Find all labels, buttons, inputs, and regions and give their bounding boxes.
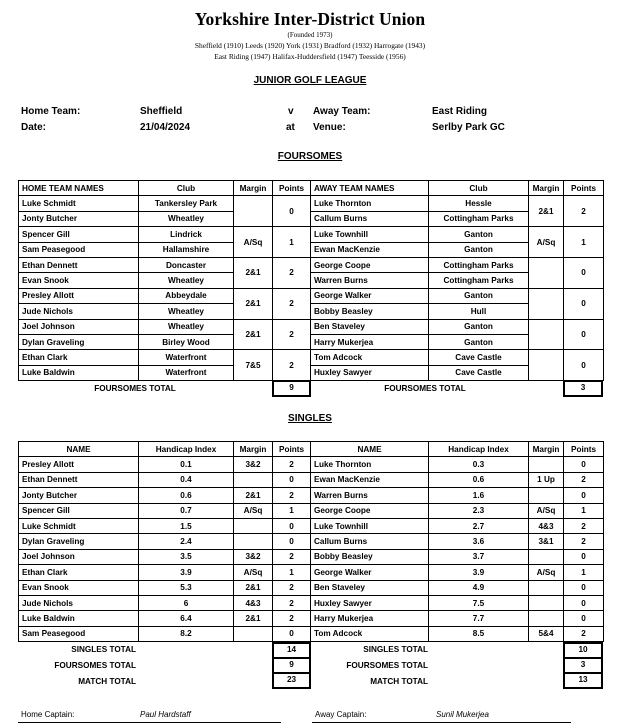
home-player-name: Sam Peasegood — [19, 242, 139, 257]
away-player-club: Cottingham Parks — [429, 257, 529, 272]
header-away-margin: Margin — [529, 181, 564, 196]
venue-value: Serlby Park GC — [432, 122, 505, 133]
singles-row — [19, 626, 604, 641]
home-player-name: Ethan Dennett — [19, 257, 139, 272]
away-margin: 5&4 — [529, 626, 564, 641]
away-margin — [529, 457, 564, 472]
home-captain-label: Home Captain: — [21, 710, 75, 719]
away-player-name: Ewan MacKenzie — [311, 472, 429, 487]
away-singles-total-label: SINGLES TOTAL — [363, 645, 428, 654]
away-pair-margin: 2&1 — [529, 196, 564, 227]
singles-row — [19, 595, 604, 610]
away-points: 0 — [564, 595, 604, 610]
away-handicap-index: 0.3 — [429, 457, 529, 472]
home-player-name: Jude Nichols — [19, 595, 139, 610]
away-points: 1 — [564, 565, 604, 580]
home-points: 1 — [273, 565, 311, 580]
singles-table — [18, 441, 604, 642]
home-pair-points: 2 — [273, 319, 311, 350]
away-player-name: Ben Staveley — [311, 319, 429, 334]
home-player-name: Presley Allott — [19, 288, 139, 303]
away-player-name: George Walker — [311, 288, 429, 303]
home-player-club: Abbeydale — [139, 288, 234, 303]
foursomes-table — [18, 180, 604, 381]
home-handicap-index: 0.7 — [139, 503, 234, 518]
home-player-name: Spencer Gill — [19, 503, 139, 518]
foursomes-header-row — [19, 181, 604, 196]
home-margin: 3&2 — [234, 457, 273, 472]
away-player-name: Ewan MacKenzie — [311, 242, 429, 257]
away-pair-points: 2 — [564, 196, 604, 227]
away-margin — [529, 595, 564, 610]
away-points: 2 — [564, 472, 604, 487]
home-player-club: Doncaster — [139, 257, 234, 272]
away-margin: A/Sq — [529, 503, 564, 518]
at-label: at — [286, 122, 295, 133]
away-player-club: Ganton — [429, 334, 529, 349]
home-points: 1 — [273, 503, 311, 518]
home-player-club: Lindrick — [139, 227, 234, 242]
home-player-name: Jonty Butcher — [19, 211, 139, 226]
away-player-name: Bobby Beasley — [311, 549, 429, 564]
home-player-name: Luke Baldwin — [19, 611, 139, 626]
home-margin: 2&1 — [234, 580, 273, 595]
away-pair-points: 0 — [564, 350, 604, 381]
date-label: Date: — [21, 122, 47, 133]
home-handicap-index: 3.9 — [139, 565, 234, 580]
home-margin: 2&1 — [234, 488, 273, 503]
away-margin: A/Sq — [529, 565, 564, 580]
away-player-name: George Coope — [311, 257, 429, 272]
home-player-name: Joel Johnson — [19, 319, 139, 334]
header-home-team-names: HOME TEAM NAMES — [19, 181, 139, 196]
foursomes-row — [19, 304, 604, 319]
home-handicap-index: 6.4 — [139, 611, 234, 626]
singles-row — [19, 565, 604, 580]
home-player-name: Joel Johnson — [19, 549, 139, 564]
home-points: 2 — [273, 457, 311, 472]
home-captain-name: Paul Hardstaff — [140, 710, 191, 719]
home-handicap-index: 0.6 — [139, 488, 234, 503]
away-margin — [529, 580, 564, 595]
away-player-club: Cottingham Parks — [429, 273, 529, 288]
foursomes-row — [19, 227, 604, 242]
away-pair-points: 0 — [564, 288, 604, 319]
away-player-name: Huxley Sawyer — [311, 365, 429, 380]
home-player-name: Jonty Butcher — [19, 488, 139, 503]
away-handicap-index: 2.3 — [429, 503, 529, 518]
versus-label: v — [288, 106, 294, 117]
away-player-club: Cave Castle — [429, 365, 529, 380]
singles-row — [19, 580, 604, 595]
home-foursomes-total-label-2: FOURSOMES TOTAL — [54, 661, 136, 670]
away-player-club: Hull — [429, 304, 529, 319]
away-player-club: Cave Castle — [429, 350, 529, 365]
away-handicap-index: 7.5 — [429, 595, 529, 610]
away-handicap-index: 2.7 — [429, 518, 529, 533]
home-player-name: Presley Allott — [19, 457, 139, 472]
date-value: 21/04/2024 — [140, 122, 191, 133]
foursomes-row — [19, 211, 604, 226]
venue-label: Venue: — [313, 122, 346, 133]
districts-line-2: East Riding (1947) Halifax-Huddersfield (1947) Teesside (1956) — [214, 52, 406, 61]
home-points: 2 — [273, 595, 311, 610]
header-home-handicap: Handicap Index — [139, 442, 234, 457]
away-margin — [529, 488, 564, 503]
away-pair-margin — [529, 288, 564, 319]
home-points: 0 — [273, 534, 311, 549]
home-foursomes-total-2: 9 — [272, 657, 311, 674]
away-player-name: Bobby Beasley — [311, 304, 429, 319]
away-points: 0 — [564, 457, 604, 472]
home-player-name: Ethan Dennett — [19, 472, 139, 487]
foursomes-row — [19, 350, 604, 365]
away-handicap-index: 1.6 — [429, 488, 529, 503]
home-player-club: Tankersley Park — [139, 196, 234, 211]
home-singles-total: 14 — [272, 642, 311, 659]
away-points: 1 — [564, 503, 604, 518]
singles-row — [19, 534, 604, 549]
away-player-club: Ganton — [429, 288, 529, 303]
away-singles-total: 10 — [563, 642, 603, 659]
away-points: 0 — [564, 549, 604, 564]
singles-title: SINGLES — [288, 413, 332, 424]
home-match-total-label: MATCH TOTAL — [78, 677, 136, 686]
header-away-club: Club — [429, 181, 529, 196]
union-title: Yorkshire Inter-District Union — [194, 9, 426, 29]
home-handicap-index: 6 — [139, 595, 234, 610]
home-player-club: Hallamshire — [139, 242, 234, 257]
away-player-name: Tom Adcock — [311, 626, 429, 641]
home-player-club: Waterfront — [139, 365, 234, 380]
away-player-name: Tom Adcock — [311, 350, 429, 365]
away-player-name: Callum Burns — [311, 534, 429, 549]
home-handicap-index: 8.2 — [139, 626, 234, 641]
away-pair-margin: A/Sq — [529, 227, 564, 258]
away-margin — [529, 611, 564, 626]
header-home-points: Points — [273, 181, 311, 196]
header-home-club: Club — [139, 181, 234, 196]
singles-row — [19, 549, 604, 564]
header-home-margin: Margin — [234, 181, 273, 196]
home-player-name: Sam Peasegood — [19, 626, 139, 641]
singles-row — [19, 518, 604, 533]
header-away-points: Points — [564, 442, 604, 457]
away-pair-points: 0 — [564, 257, 604, 288]
away-player-club: Ganton — [429, 242, 529, 257]
away-player-club: Hessle — [429, 196, 529, 211]
home-captain-signature-line — [18, 722, 281, 723]
away-player-name: George Coope — [311, 503, 429, 518]
home-handicap-index: 5.3 — [139, 580, 234, 595]
away-player-club: Cottingham Parks — [429, 211, 529, 226]
away-captain-label: Away Captain: — [315, 710, 367, 719]
home-player-name: Luke Schmidt — [19, 518, 139, 533]
foursomes-row — [19, 242, 604, 257]
away-handicap-index: 3.9 — [429, 565, 529, 580]
away-player-name: Warren Burns — [311, 273, 429, 288]
home-margin: A/Sq — [234, 503, 273, 518]
away-handicap-index: 7.7 — [429, 611, 529, 626]
foursomes-title: FOURSOMES — [277, 151, 343, 162]
away-captain-signature-line — [312, 722, 571, 723]
away-points: 2 — [564, 626, 604, 641]
home-points: 0 — [273, 518, 311, 533]
home-pair-points: 0 — [273, 196, 311, 227]
away-player-name: Huxley Sawyer — [311, 595, 429, 610]
header-away-team-names: AWAY TEAM NAMES — [311, 181, 429, 196]
away-foursomes-total-label: FOURSOMES TOTAL — [384, 384, 466, 393]
singles-header-row — [19, 442, 604, 457]
foursomes-row — [19, 319, 604, 334]
header-away-name: NAME — [311, 442, 429, 457]
header-away-margin: Margin — [529, 442, 564, 457]
header-home-name: NAME — [19, 442, 139, 457]
home-player-name: Evan Snook — [19, 273, 139, 288]
home-player-name: Luke Baldwin — [19, 365, 139, 380]
home-player-name: Dylan Graveling — [19, 534, 139, 549]
singles-row — [19, 611, 604, 626]
away-captain-name: Sunil Mukerjea — [436, 710, 489, 719]
header-home-margin: Margin — [234, 442, 273, 457]
away-foursomes-total: 3 — [563, 380, 603, 397]
away-player-name: Callum Burns — [311, 211, 429, 226]
away-player-club: Ganton — [429, 319, 529, 334]
home-player-name: Luke Schmidt — [19, 196, 139, 211]
away-match-total: 13 — [563, 672, 603, 689]
home-points: 2 — [273, 580, 311, 595]
home-player-club: Wheatley — [139, 211, 234, 226]
away-margin: 4&3 — [529, 518, 564, 533]
home-pair-margin: 7&5 — [234, 350, 273, 381]
foursomes-row — [19, 334, 604, 349]
home-player-name: Jude Nichols — [19, 304, 139, 319]
home-match-total: 23 — [272, 672, 311, 689]
away-player-name: Ben Staveley — [311, 580, 429, 595]
home-margin — [234, 626, 273, 641]
home-pair-points: 2 — [273, 257, 311, 288]
away-points: 0 — [564, 611, 604, 626]
districts-line-1: Sheffield (1910) Leeds (1920) York (1931) Bradford (1932) Harrogate (1943) — [194, 41, 426, 50]
home-margin: 2&1 — [234, 611, 273, 626]
away-points: 2 — [564, 534, 604, 549]
home-margin — [234, 518, 273, 533]
home-pair-margin: A/Sq — [234, 227, 273, 258]
away-pair-points: 1 — [564, 227, 604, 258]
home-margin — [234, 472, 273, 487]
away-team-value: East Riding — [432, 106, 488, 117]
home-handicap-index: 0.4 — [139, 472, 234, 487]
away-points: 0 — [564, 488, 604, 503]
home-pair-margin: 2&1 — [234, 319, 273, 350]
away-player-club: Ganton — [429, 227, 529, 242]
away-handicap-index: 8.5 — [429, 626, 529, 641]
home-pair-points: 2 — [273, 288, 311, 319]
away-handicap-index: 3.6 — [429, 534, 529, 549]
away-handicap-index: 4.9 — [429, 580, 529, 595]
away-player-name: Luke Townhill — [311, 227, 429, 242]
home-player-name: Dylan Graveling — [19, 334, 139, 349]
home-points: 0 — [273, 472, 311, 487]
home-handicap-index: 0.1 — [139, 457, 234, 472]
foursomes-row — [19, 273, 604, 288]
away-margin: 1 Up — [529, 472, 564, 487]
away-player-name: Luke Thornton — [311, 457, 429, 472]
foursomes-row — [19, 196, 604, 211]
home-player-club: Wheatley — [139, 319, 234, 334]
home-pair-points: 1 — [273, 227, 311, 258]
away-team-label: Away Team: — [313, 106, 371, 117]
foursomes-row — [19, 257, 604, 272]
home-points: 2 — [273, 488, 311, 503]
away-player-name: George Walker — [311, 565, 429, 580]
singles-row — [19, 457, 604, 472]
away-margin — [529, 549, 564, 564]
home-player-name: Evan Snook — [19, 580, 139, 595]
home-player-name: Ethan Clark — [19, 350, 139, 365]
home-player-club: Wheatley — [139, 304, 234, 319]
away-player-name: Harry Mukerjea — [311, 334, 429, 349]
away-player-name: Warren Burns — [311, 488, 429, 503]
founded-note: (Founded 1973) — [287, 31, 333, 39]
home-margin: 3&2 — [234, 549, 273, 564]
home-pair-points: 2 — [273, 350, 311, 381]
home-pair-margin — [234, 196, 273, 227]
home-player-club: Birley Wood — [139, 334, 234, 349]
away-points: 0 — [564, 580, 604, 595]
home-margin: A/Sq — [234, 565, 273, 580]
foursomes-row — [19, 288, 604, 303]
home-margin — [234, 534, 273, 549]
home-player-name: Spencer Gill — [19, 227, 139, 242]
away-pair-margin — [529, 350, 564, 381]
home-points: 2 — [273, 611, 311, 626]
home-pair-margin: 2&1 — [234, 257, 273, 288]
away-foursomes-total-label-2: FOURSOMES TOTAL — [346, 661, 428, 670]
home-points: 0 — [273, 626, 311, 641]
header-away-points: Points — [564, 181, 604, 196]
header-away-handicap: Handicap Index — [429, 442, 529, 457]
home-handicap-index: 1.5 — [139, 518, 234, 533]
away-pair-points: 0 — [564, 319, 604, 350]
header-home-points: Points — [273, 442, 311, 457]
foursomes-row — [19, 365, 604, 380]
away-pair-margin — [529, 257, 564, 288]
away-player-name: Harry Mukerjea — [311, 611, 429, 626]
home-points: 2 — [273, 549, 311, 564]
home-player-club: Wheatley — [139, 273, 234, 288]
singles-row — [19, 472, 604, 487]
singles-row — [19, 503, 604, 518]
home-handicap-index: 2.4 — [139, 534, 234, 549]
home-foursomes-total-label: FOURSOMES TOTAL — [94, 384, 176, 393]
away-margin: 3&1 — [529, 534, 564, 549]
league-title: JUNIOR GOLF LEAGUE — [253, 75, 367, 86]
home-player-club: Waterfront — [139, 350, 234, 365]
away-foursomes-total-2: 3 — [563, 657, 603, 674]
away-handicap-index: 0.6 — [429, 472, 529, 487]
home-player-name: Ethan Clark — [19, 565, 139, 580]
singles-row — [19, 488, 604, 503]
away-match-total-label: MATCH TOTAL — [370, 677, 428, 686]
home-team-value: Sheffield — [140, 106, 183, 117]
home-handicap-index: 3.5 — [139, 549, 234, 564]
home-margin: 4&3 — [234, 595, 273, 610]
home-singles-total-label: SINGLES TOTAL — [71, 645, 136, 654]
away-player-name: Luke Thornton — [311, 196, 429, 211]
home-team-label: Home Team: — [21, 106, 81, 117]
away-points: 2 — [564, 518, 604, 533]
home-pair-margin: 2&1 — [234, 288, 273, 319]
away-player-name: Luke Townhill — [311, 518, 429, 533]
away-handicap-index: 3.7 — [429, 549, 529, 564]
away-pair-margin — [529, 319, 564, 350]
home-foursomes-total: 9 — [272, 380, 311, 397]
